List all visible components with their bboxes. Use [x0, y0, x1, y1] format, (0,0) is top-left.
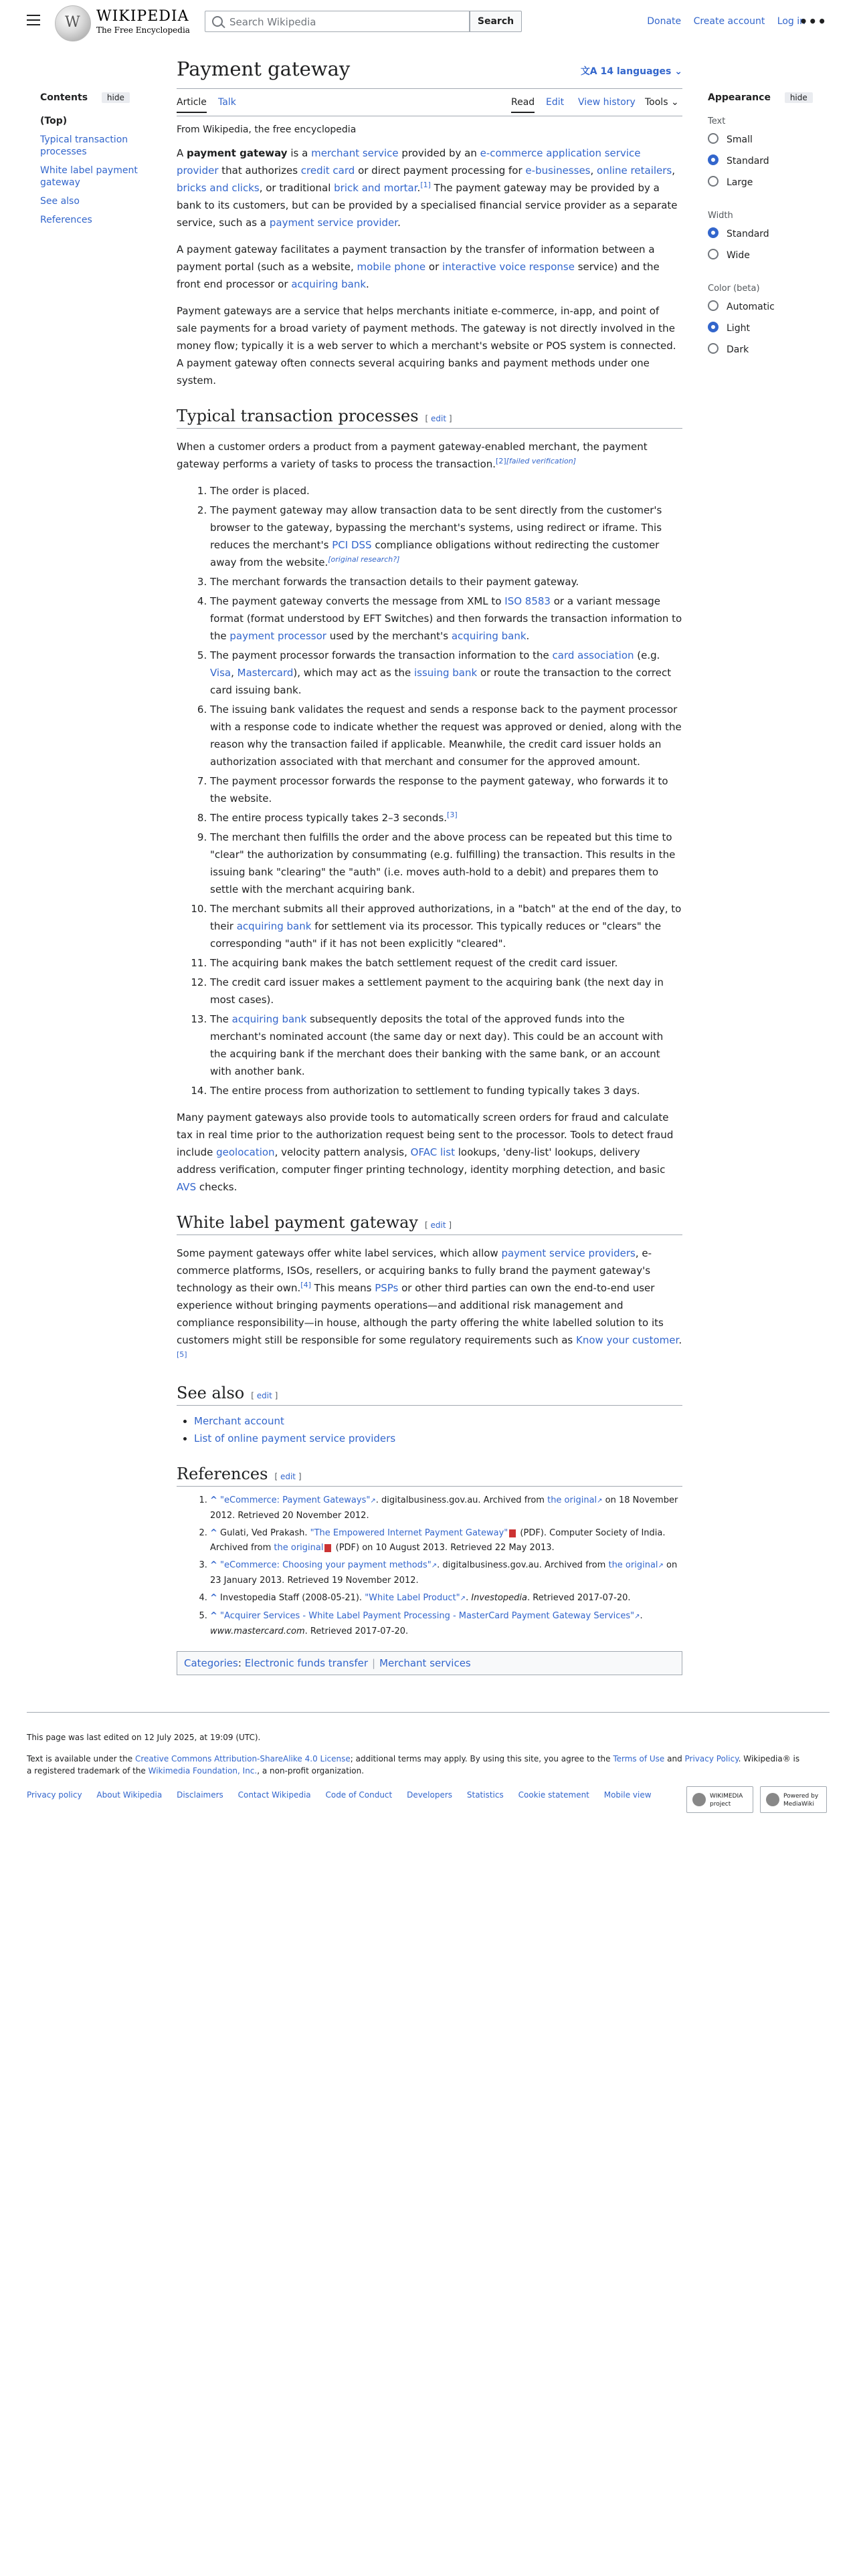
list-item: 1. The order is placed. [210, 482, 682, 500]
link-acquiring-bank[interactable]: acquiring bank [291, 278, 367, 290]
footer-disclaimers[interactable]: Disclaimers [177, 1790, 223, 1800]
footer-code-of-conduct[interactable]: Code of Conduct [325, 1790, 393, 1800]
toc-title: Contents [40, 92, 88, 103]
license-text: Text is available under the Creative Commons Attribution-ShareAlike 4.0 License; additional terms may apply. By using this site, you agree to the Terms of Use and Privacy Policy. Wikipedia® is a registered trademark of the Wikimedia Foundation, Inc., a non-profit organization. [27, 1754, 800, 1776]
more-options-icon[interactable]: ••• [799, 13, 827, 29]
text-size-label: Text [708, 116, 726, 126]
link-issuing-bank[interactable]: issuing bank [413, 667, 478, 679]
page-title: Payment gateway [177, 58, 351, 80]
tab-view-history[interactable]: View history [578, 97, 636, 108]
main-menu-icon[interactable] [27, 15, 40, 25]
mediawiki-badge[interactable]: Powered by MediaWiki [760, 1786, 827, 1813]
appearance-panel [708, 92, 822, 364]
option-label: Light [727, 323, 750, 334]
link-payment-processor[interactable]: payment processor [229, 630, 326, 642]
section-references-title: References [177, 1465, 268, 1483]
width-label: Width [708, 211, 733, 221]
width-group [708, 211, 822, 270]
text-size-group [708, 116, 822, 197]
tab-tools[interactable]: Tools ⌄ [645, 97, 679, 108]
ref-5[interactable]: [5] [177, 1350, 187, 1359]
tab-talk[interactable]: Talk [218, 97, 236, 108]
list-item: 8. The entire process typically takes 2–3 seconds.[3] [210, 809, 682, 827]
search-input[interactable] [205, 11, 470, 32]
edit-link-white[interactable]: edit [430, 1220, 446, 1230]
toc-hide-button[interactable]: hide [102, 92, 130, 103]
link-credit-card[interactable]: credit card [300, 165, 355, 177]
ref-2[interactable]: [2] [496, 457, 506, 465]
list-item: 6. The issuing bank validates the request and sends a response back to the payment processor with a response code to indicate whether the request was approved or denied, along with the reason why the transaction failed if applicable. Meanwhile, the credit card issuer holds an authorization associated with that merchant and consumer for the approved amount. [210, 701, 682, 770]
categories-box: Categories: Electronic funds transfer | Merchant services [177, 1651, 682, 1675]
link-geolocation[interactable]: geolocation [216, 1146, 275, 1158]
typical-intro: When a customer orders a product from a payment gateway-enabled merchant, the payment gateway performs a variety of tasks to process the transaction.[2][failed verification] [177, 441, 648, 470]
ref-link-1[interactable]: "eCommerce: Payment Gateways" [220, 1495, 371, 1505]
original-research[interactable]: [original research?] [328, 555, 400, 564]
appearance-title: Appearance [708, 92, 771, 103]
link-acquiring-bank-3[interactable]: acquiring bank [236, 920, 312, 932]
wikipedia-logo[interactable] [55, 5, 91, 41]
link-online-retailers[interactable]: online retailers [597, 165, 672, 177]
from-wikipedia: From Wikipedia, the free encyclopedia [177, 124, 357, 135]
radio-icon [708, 343, 719, 354]
language-button[interactable]: 文A 14 languages ⌄ [580, 66, 682, 77]
appearance-header [708, 92, 822, 103]
link-bricks-and-clicks[interactable]: bricks and clicks [177, 182, 260, 194]
ref-link-2[interactable]: "The Empowered Internet Payment Gateway" [310, 1528, 508, 1538]
list-item: 1. ^ "eCommerce: Payment Gateways"↗. digitalbusiness.gov.au. Archived from the original↗ on 18 November 2012. Retrieved 20 November 2012. [210, 1493, 682, 1523]
search-placeholder: Search Wikipedia [229, 16, 316, 28]
toc-item-top[interactable]: (Top) [40, 116, 68, 126]
link-avs[interactable]: AVS [177, 1181, 197, 1193]
donate-link[interactable]: Donate [647, 16, 682, 27]
table-of-contents [40, 92, 154, 233]
terms-link[interactable]: Terms of Use [613, 1754, 665, 1763]
page-tabs [177, 89, 682, 116]
color-dark[interactable] [708, 343, 822, 364]
link-pci-dss[interactable]: PCI DSS [332, 539, 372, 551]
ref-backlink-1[interactable]: ^ [210, 1495, 217, 1505]
option-label: Standard [727, 229, 769, 239]
color-light[interactable] [708, 322, 822, 343]
edit-link-references[interactable]: edit [280, 1472, 296, 1481]
login-link[interactable]: Log in [777, 16, 805, 27]
toc-header [40, 92, 154, 103]
wmf-link[interactable]: Wikimedia Foundation, Inc. [148, 1766, 258, 1776]
list-item: 9. The merchant then fulfills the order and the above process can be repeated but this time to "clear" the authorization by consummating (e.g. fulfilling) the transaction. This results in the issuing bank "clearing" the "auth" (i.e. moves auth-hold to a debit) and prepares them to settle with the merchant acquiring bank. [210, 829, 682, 898]
list-item: 7. The payment processor forwards the response to the payment gateway, who forwards it to the website. [210, 772, 682, 807]
transaction-steps-list [177, 482, 682, 1099]
list-item: 3. The merchant forwards the transaction details to their payment gateway. [210, 573, 682, 591]
category-merchant-services[interactable]: Merchant services [379, 1657, 471, 1669]
footer-developers[interactable]: Developers [407, 1790, 453, 1800]
list-item: 5. The payment processor forwards the transaction information to the card association (e.g. Visa, Mastercard), which may act as the issuing bank or route the transaction to the correct card issuing bank. [210, 647, 682, 699]
radio-icon [708, 300, 719, 311]
list-item: 14. The entire process from authorization to settlement to funding typically takes 3 days. [210, 1082, 682, 1099]
option-label: Small [727, 134, 753, 145]
see-also-merchant-account[interactable]: Merchant account [194, 1415, 284, 1427]
link-acquiring-bank-4[interactable]: acquiring bank [231, 1013, 307, 1025]
wikimedia-badge[interactable]: WIKIMEDIA project [686, 1786, 753, 1813]
edit-section-white: [ edit ] [424, 1220, 452, 1230]
color-automatic[interactable] [708, 300, 822, 322]
list-item: 4. ^ Investopedia Staff (2008-05-21). "White Label Product"↗. Investopedia. Retrieved 2017-07-20. [210, 1591, 682, 1606]
list-item: 5. ^ "Acquirer Services - White Label Payment Processing - MasterCard Payment Gateway Services"↗. www.mastercard.com. Retrieved 2017-07-20. [210, 1609, 682, 1639]
list-item: 11. The acquiring bank makes the batch settlement request of the credit card issuer. [210, 954, 682, 972]
privacy-link[interactable]: Privacy Policy [684, 1754, 739, 1763]
external-link-icon: ↗ [460, 1595, 466, 1602]
license-link[interactable]: Creative Commons Attribution-ShareAlike 4.0 License [134, 1754, 351, 1763]
ref-link-3[interactable]: "eCommerce: Choosing your payment methods" [220, 1560, 432, 1570]
option-label: Automatic [727, 302, 775, 312]
tab-read[interactable]: Read [511, 97, 535, 113]
search-button[interactable]: Search [470, 11, 522, 32]
link-card-association[interactable]: card association [552, 649, 634, 661]
link-iso-8583[interactable]: ISO 8583 [504, 595, 551, 607]
section-typical-title: Typical transaction processes [177, 407, 419, 425]
external-link-icon: ↗ [370, 1497, 376, 1505]
link-merchant-service[interactable]: merchant service [311, 147, 399, 159]
edit-section-see-also: [ edit ] [251, 1391, 278, 1400]
footer-about[interactable]: About Wikipedia [96, 1790, 163, 1800]
ref-link-4[interactable]: "White Label Product" [365, 1593, 460, 1603]
language-icon: 文A [580, 66, 601, 77]
category-electronic-funds-transfer[interactable]: Electronic funds transfer [244, 1657, 369, 1669]
link-ecommerce-asp[interactable]: e-commerce application service provider [177, 147, 641, 177]
list-item [194, 1430, 682, 1447]
ref-4[interactable]: [4] [300, 1281, 311, 1289]
list-item: 10. The merchant submits all their approved authorizations, in a "batch" at the end of the day, to their acquiring bank for settlement via its processor. This typically reduces or "clears" the corresponding "auth" if it has not been explicitly "cleared". [210, 900, 682, 952]
ref-link-5[interactable]: "Acquirer Services - White Label Payment Processing - MasterCard Payment Gateway Services" [220, 1611, 635, 1621]
radio-icon [708, 249, 719, 259]
white-label-paragraph: Some payment gateways offer white label services, which allow payment service providers, e-commerce platforms, ISOs, resellers, or acquiring banks to fully brand the payment gateway's technology as their own.[4] This means PSPs or other third parties can own the end-to-end user experience without bringing payments operations—and additional risk management and compliance responsibility—in house, although the party offering the white labelled solution to its customers might still be responsible for some regulatory requirements such as Know your customer.[5] [177, 1247, 682, 1359]
references-list [177, 1493, 682, 1639]
color-group [708, 284, 822, 364]
radio-selected-icon [708, 227, 719, 238]
user-links [638, 16, 805, 27]
color-label: Color (beta) [708, 284, 760, 294]
link-visa[interactable]: Visa [210, 667, 231, 679]
footer-privacy-policy[interactable]: Privacy policy [27, 1790, 82, 1800]
external-link-icon: ↗ [597, 1497, 603, 1505]
categories-link[interactable]: Categories [184, 1657, 238, 1669]
external-link-icon: ↗ [658, 1562, 664, 1570]
link-payment-service-provider[interactable]: payment service provider [269, 217, 398, 229]
last-edited: This page was last edited on 12 July 2025, at 19:09 (UTC). [27, 1733, 261, 1742]
text-size-standard[interactable] [708, 154, 822, 176]
radio-selected-icon [708, 322, 719, 332]
width-wide[interactable] [708, 249, 822, 270]
fraud-paragraph: Many payment gateways also provide tools to automatically screen orders for fraud and calculate tax in real time prior to the authorization request being sent to the processor. Tools to detect fraud include geolocation, velocity pattern analysis, OFAC list lookups, 'deny-list' lookups, delivery address verification, computer finger printing technology, identity morphing detection, and basic AVS checks. [177, 1111, 674, 1193]
section-typical-heading [177, 407, 682, 429]
list-item: 4. The payment gateway converts the message from XML to ISO 8583 or a variant message format (format understood by EFT Switches) and then forwards the transaction information to the payment processor used by the merchant's acquiring bank. [210, 593, 682, 645]
link-psps[interactable]: PSPs [375, 1282, 399, 1294]
link-ebusinesses[interactable]: e-businesses [525, 165, 591, 177]
edit-link-see-also[interactable]: edit [256, 1391, 272, 1400]
see-also-list [177, 1412, 682, 1447]
radio-icon [708, 176, 719, 187]
link-acquiring-bank-2[interactable]: acquiring bank [451, 630, 527, 642]
toc-item-see-also[interactable]: See also [40, 196, 80, 207]
text-size-large[interactable] [708, 176, 822, 197]
external-link-icon: ↗ [634, 1613, 640, 1620]
intro-paragraph-2: A payment gateway facilitates a payment transaction by the transfer of information between a payment portal (such as a website, mobile phone or interactive voice response service) and the front end processor or acquiring bank. [177, 243, 660, 290]
ref-3[interactable]: [3] [447, 811, 458, 819]
ref-1[interactable]: [1] [420, 181, 431, 189]
toc-item-typical[interactable]: Typical transaction processes [40, 134, 128, 157]
external-link-icon: ↗ [431, 1562, 438, 1570]
footer-mobile-view[interactable]: Mobile view [603, 1790, 652, 1800]
edit-link-typical[interactable]: edit [431, 414, 447, 423]
appearance-hide-button[interactable]: hide [785, 92, 813, 103]
footer-contact[interactable]: Contact Wikipedia [237, 1790, 311, 1800]
link-kyc[interactable]: Know your customer [576, 1334, 679, 1346]
option-label: Dark [727, 344, 749, 355]
list-item: 3. ^ "eCommerce: Choosing your payment methods"↗. digitalbusiness.gov.au. Archived from the original↗ on 23 January 2013. Retrieved 19 November 2012. [210, 1558, 682, 1588]
list-item: 2. ^ Gulati, Ved Prakash. "The Empowered Internet Payment Gateway" (PDF). Computer Society of India. Archived from the original (PDF) on 10 August 2013. Retrieved 22 May 2013. [210, 1526, 682, 1555]
intro-paragraph-1: A payment gateway is a merchant service provided by an e-commerce application service provider that authorizes credit card or direct payment processing for e-businesses, online retailers, bricks and clicks, or traditional brick and mortar.[1] The payment gateway may be provided by a bank to its customers, but can be provided by a specialised financial service provider as a separate service, such as a payment service provider. [177, 147, 678, 229]
pdf-icon [509, 1529, 516, 1537]
toc-item-references[interactable]: References [40, 215, 92, 225]
list-item: 2. The payment gateway may allow transaction data to be sent directly from the customer's browser to the gateway, bypassing the merchant's systems, using redirect or iframe. This reduces the merchant's PCI DSS compliance obligations without redirecting the customer away from the website.[original research?] [210, 502, 682, 571]
list-item: 13. The acquiring bank subsequently deposits the total of the approved funds into the merchant's nominated account (the same day or next day). This could be an account with the acquiring bank if the merchant does their banking with the same bank, or an account with another bank. [210, 1010, 682, 1080]
see-also-psp-list[interactable]: List of online payment service providers [194, 1432, 396, 1444]
section-references-heading [177, 1465, 682, 1487]
ref-archive-3[interactable]: the original [608, 1560, 658, 1570]
failed-verification[interactable]: [failed verification] [506, 457, 577, 465]
tagline: The Free Encyclopedia [96, 25, 190, 35]
site-header [0, 0, 859, 44]
list-item [194, 1412, 682, 1430]
article-content [177, 58, 682, 1675]
option-label: Large [727, 177, 753, 188]
toc-list [40, 115, 154, 226]
link-ivr[interactable]: interactive voice response [442, 261, 575, 273]
tab-edit[interactable]: Edit [546, 97, 565, 108]
link-ofac-list[interactable]: OFAC list [410, 1146, 455, 1158]
edit-section-references: [ edit ] [274, 1472, 302, 1481]
page-footer [27, 1712, 830, 1808]
link-psp[interactable]: payment service providers [501, 1247, 636, 1259]
ref-backlink-3[interactable]: ^ [210, 1560, 217, 1570]
create-account-link[interactable]: Create account [693, 16, 765, 27]
section-see-also-heading [177, 1384, 682, 1406]
language-count: 14 languages [600, 66, 672, 77]
ref-archive-2[interactable]: the original [274, 1543, 324, 1553]
tab-article[interactable]: Article [177, 97, 207, 113]
section-white-title: White label payment gateway [177, 1213, 418, 1232]
option-label: Wide [727, 250, 750, 261]
footer-statistics[interactable]: Statistics [466, 1790, 504, 1800]
section-see-also-title: See also [177, 1384, 245, 1402]
option-label: Standard [727, 156, 769, 167]
link-brick-and-mortar[interactable]: brick and mortar [334, 182, 417, 194]
search-icon [212, 16, 223, 27]
intro-paragraph-3: Payment gateways are a service that helps merchants initiate e-commerce, in-app, and point of sale payments for a broad variety of payment methods. The gateway is not directly involved in the money flow; typically it is a web server to which a merchant's website or POS system is connected. A payment gateway often connects several acquiring banks and payment methods under one system. [177, 305, 676, 387]
radio-selected-icon [708, 154, 719, 165]
pdf-icon [324, 1544, 331, 1552]
ref-backlink-4[interactable]: ^ [210, 1593, 217, 1603]
ref-backlink-2[interactable]: ^ [210, 1528, 217, 1538]
tools-label: Tools [645, 97, 668, 108]
link-mobile-phone[interactable]: mobile phone [357, 261, 426, 273]
ref-archive-1[interactable]: the original [547, 1495, 597, 1505]
edit-section-typical: [ edit ] [425, 414, 452, 423]
text-size-small[interactable] [708, 133, 822, 154]
wordmark[interactable]: WIKIPEDIA [96, 8, 189, 25]
ref-backlink-5[interactable]: ^ [210, 1611, 217, 1621]
list-item: 12. The credit card issuer makes a settlement payment to the acquiring bank (the next day in most cases). [210, 974, 682, 1008]
radio-icon [708, 133, 719, 144]
toc-item-white-label[interactable]: White label payment gateway [40, 165, 138, 188]
footer-cookie-statement[interactable]: Cookie statement [518, 1790, 589, 1800]
section-white-heading [177, 1213, 682, 1235]
link-mastercard[interactable]: Mastercard [237, 667, 294, 679]
width-standard[interactable] [708, 227, 822, 249]
